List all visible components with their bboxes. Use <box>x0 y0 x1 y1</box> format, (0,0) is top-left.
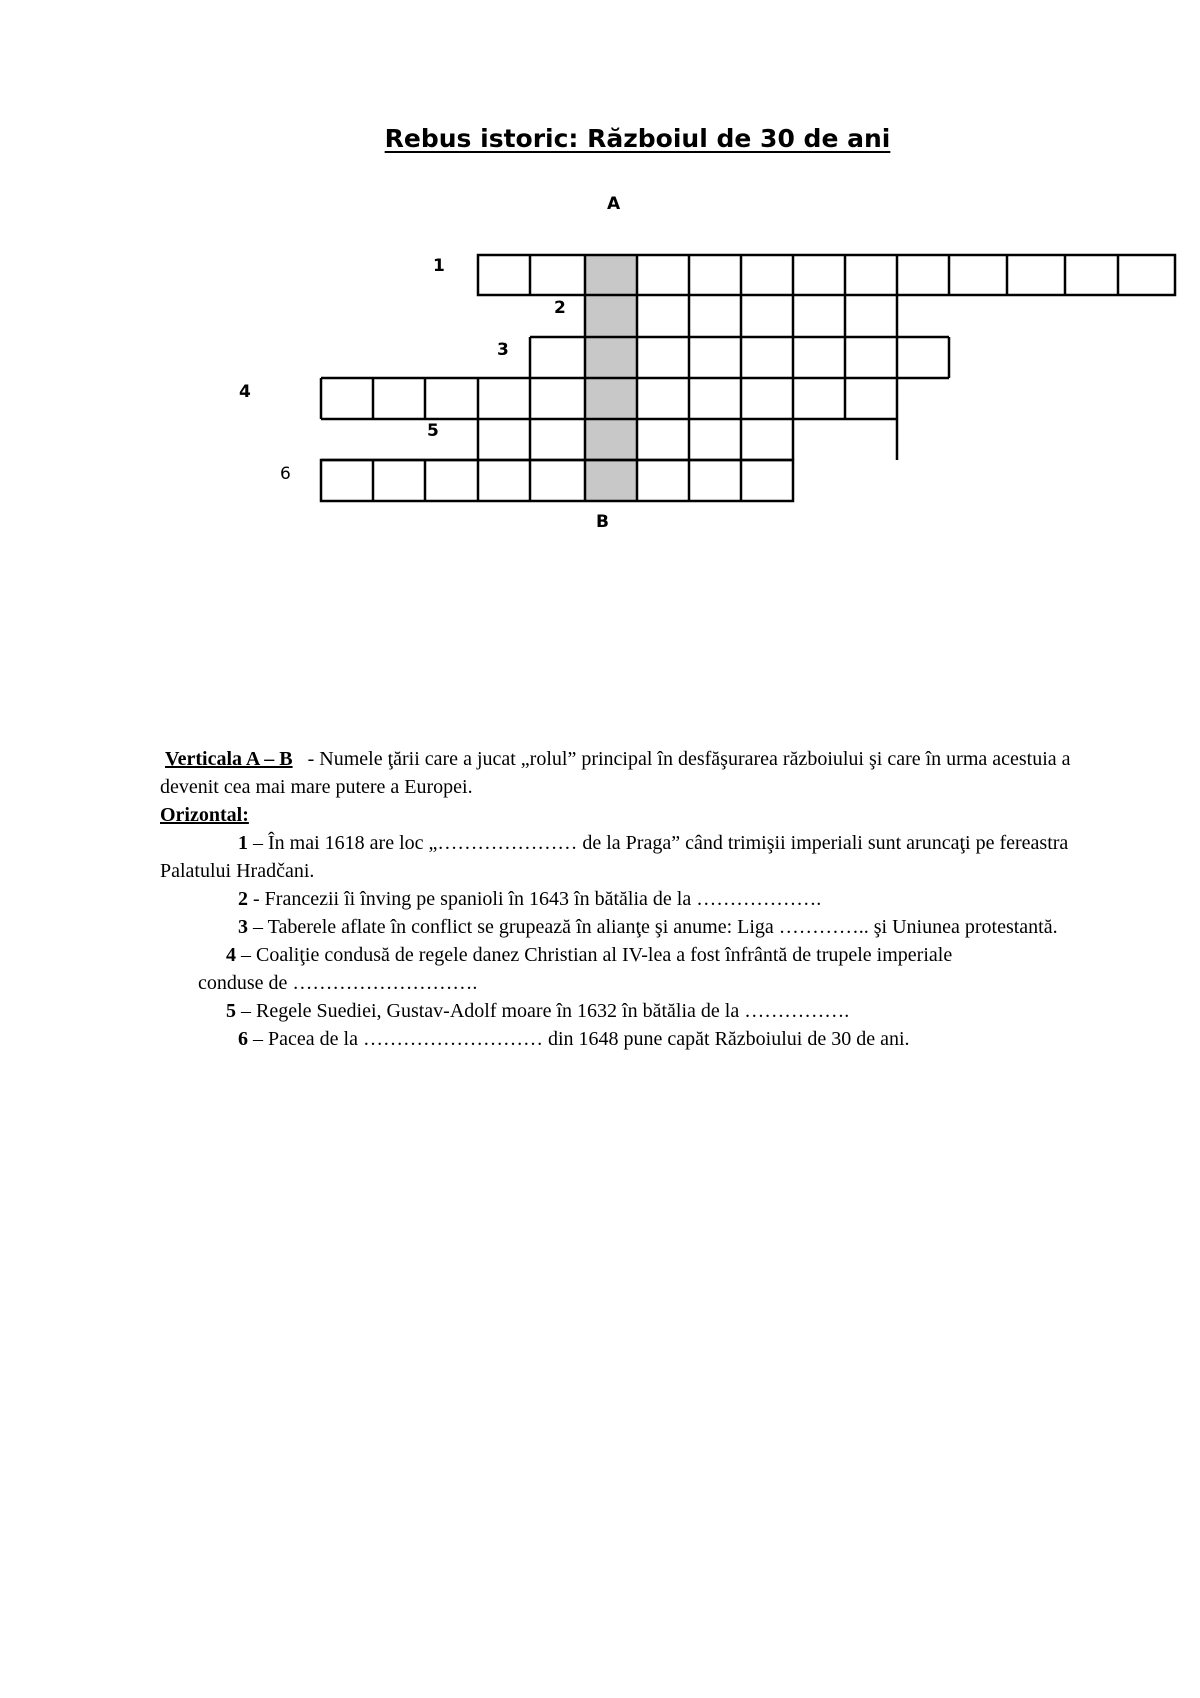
row-number-6: 6 <box>280 464 291 484</box>
clue-text: – Taberele aflate în conflict se grupează în alianţe şi anume: Liga ………….. şi Uniunea protestantă. <box>253 916 1058 938</box>
clue-text: - Francezii îi înving pe spanioli în 1643 în bătălia de la ………………. <box>253 888 822 910</box>
clue-6 <box>160 1025 1120 1053</box>
clue-text: – Pacea de la ……………………… din 1648 pune capăt Războiului de 30 de ani. <box>253 1028 910 1050</box>
clues-section <box>160 745 1120 1053</box>
clue-1 <box>160 829 1120 885</box>
row-number-2: 2 <box>554 298 566 318</box>
clue-number: 6 <box>238 1028 248 1050</box>
clue-4 <box>160 941 1120 969</box>
row-6-outline <box>321 460 793 501</box>
clue-number: 2 <box>238 888 248 910</box>
clue-number: 3 <box>238 916 248 938</box>
row-number-3: 3 <box>497 340 509 360</box>
row-1-outline <box>478 255 1175 295</box>
clue-5 <box>160 997 1120 1025</box>
vertical-clue <box>160 745 1120 801</box>
clue-4-continued <box>160 969 1120 997</box>
row-number-1: 1 <box>433 256 445 276</box>
crossword-grid <box>0 0 1200 560</box>
label-b: B <box>596 512 609 532</box>
clue-2 <box>160 885 1120 913</box>
row-number-4: 4 <box>239 382 251 402</box>
horizontal-heading: Orizontal: <box>160 804 249 826</box>
clue-number: 1 <box>238 832 248 854</box>
row-number-5: 5 <box>427 421 439 441</box>
clue-text: conduse de ………………………. <box>198 972 478 994</box>
label-a: A <box>607 194 621 214</box>
clue-text: – Coaliţie condusă de regele danez Christian al IV-lea a fost înfrântă de trupele imperiale <box>241 944 953 966</box>
clue-number: 5 <box>226 1000 236 1022</box>
clue-text: – În mai 1618 are loc „………………… de la Praga” când trimişii imperiali sunt aruncaţi pe fereastra Palatului Hradčani. <box>160 832 1069 882</box>
page-title: Rebus istoric: Războiul de 30 de ani <box>384 124 891 153</box>
vertical-heading: Verticala A – B <box>165 748 293 770</box>
clue-text: – Regele Suediei, Gustav-Adolf moare în 1632 în bătălia de la ……………. <box>241 1000 850 1022</box>
clue-3 <box>160 913 1120 941</box>
vertical-text: - Numele ţării care a jucat „rolul” principal în desfăşurarea războiului şi care în urma acestuia a devenit cea mai mare putere a Europei. <box>160 748 1071 798</box>
clue-number: 4 <box>226 944 236 966</box>
